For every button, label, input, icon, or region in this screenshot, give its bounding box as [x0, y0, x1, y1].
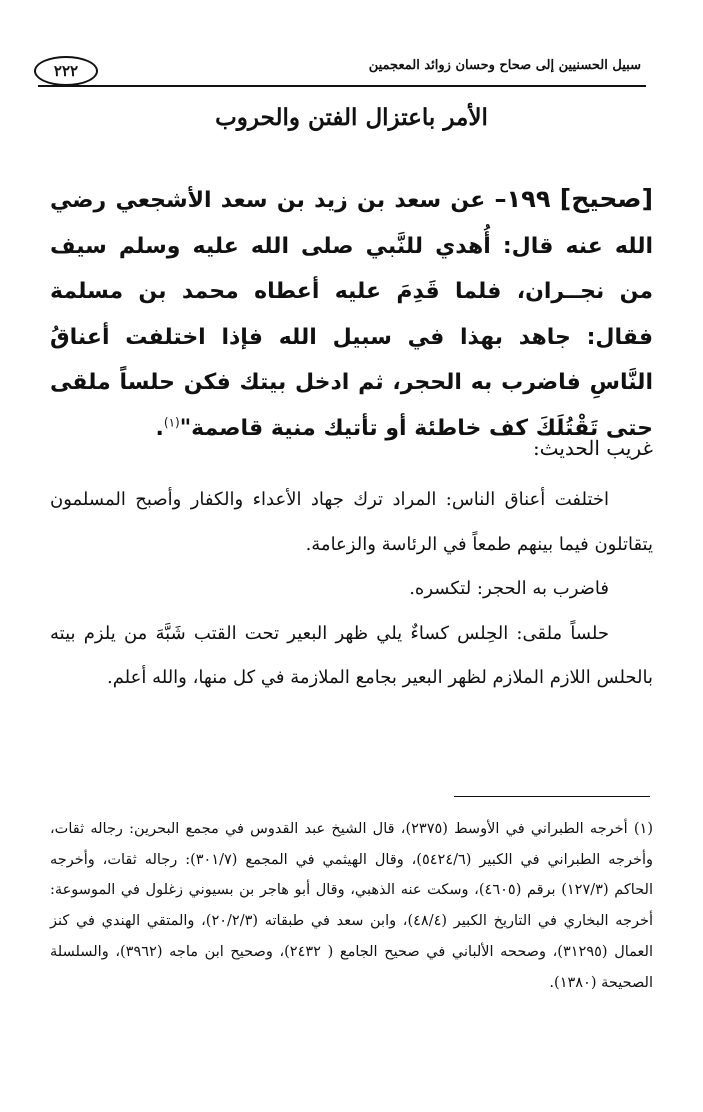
footnote-text: (١) أخرجه الطبراني في الأوسط (٢٣٧٥)، قال الشيخ عبد القدوس في مجمع البحرين: رجاله ثقات، وأخرجه الطبراني في الكبير (٥٤٢٤/٦)، وقال الهيثمي في المجمع (٣٠١/٧): رجاله ثقات، وأخرجه الحاكم (١٢٧/٣) برقم (٤٦٠٥)، وسكت عنه الذهبي، وقال أبو هاجر بن بسيوني زغلول في الموسوعة: أخرجه البخاري في التاريخ الكبير (٤٨/٤)، وابن سعد في طبقاته (٢٠/٢/٣)، والمتقي الهندي في كنز العمال (٣١٢٩٥)، وصححه الألباني في صحيح الجامع ( ٢٤٣٢)، وصحيح ابن ماجه (٣٩٦٢)، والسلسلة الصحيحة (١٣٨٠).	[50, 821, 654, 991]
page-number: ٢٢٢	[53, 62, 79, 80]
hadith-paragraph	[50, 176, 653, 451]
footnote-ref: (١)	[163, 415, 180, 430]
gharib-paragraph: حلساً ملقى: الحِلس كساءٌ يلي ظهر البعير تحت القتب شَبَّهَ من يلزم بيته بالحلس اللازم الملازم لظهر البعير بجامع الملازمة في كل منها، والله أعلم.	[50, 622, 653, 688]
hadith-number: ١٩٩–	[494, 185, 551, 213]
footnote-block	[50, 814, 653, 998]
chapter-title: الأمر باعتزال الفتن والحروب	[215, 104, 488, 131]
hadith-end: .	[155, 415, 164, 441]
gharib-heading: غريب الحديث:	[532, 436, 653, 460]
hadith-block	[50, 176, 653, 451]
gharib-paragraph: اختلفت أعناق الناس: المراد ترك جهاد الأعداء والكفار وأصبح المسلمون يتقاتلون فيما بينهم طمعاً في الرئاسة والزعامة.	[50, 489, 653, 555]
page-number-badge	[34, 56, 98, 86]
gharib-body	[50, 478, 653, 701]
gharib-paragraph: فاضرب به الحجر: لتكسره.	[409, 578, 609, 599]
footnote-separator	[454, 796, 650, 797]
hadith-grade: [صحيح]	[559, 184, 654, 213]
hadith-text: عن سعد بن زيد بن سعد الأشجعي رضي الله عنه قال: أُهدي للنَّبي صلى الله عليه وسلم سيف من نجــران، فلما قَدِمَ عليه أعطاه محمد بن مسلمة فقال: جاهد بهذا في سبيل الله فإذا اختلفت أعناقُ النَّاسِ فاضرب به الحجر، ثم ادخل بيتك فكن حلساً ملقى حتى تَقْتُلَكَ كف خاطئة أو تأتيك منية قاصمة"	[50, 188, 653, 441]
running-header-title: سبيل الحسنيين إلى صحاح وحسان زوائد المعجمين	[368, 58, 641, 73]
header-rule	[38, 85, 646, 87]
